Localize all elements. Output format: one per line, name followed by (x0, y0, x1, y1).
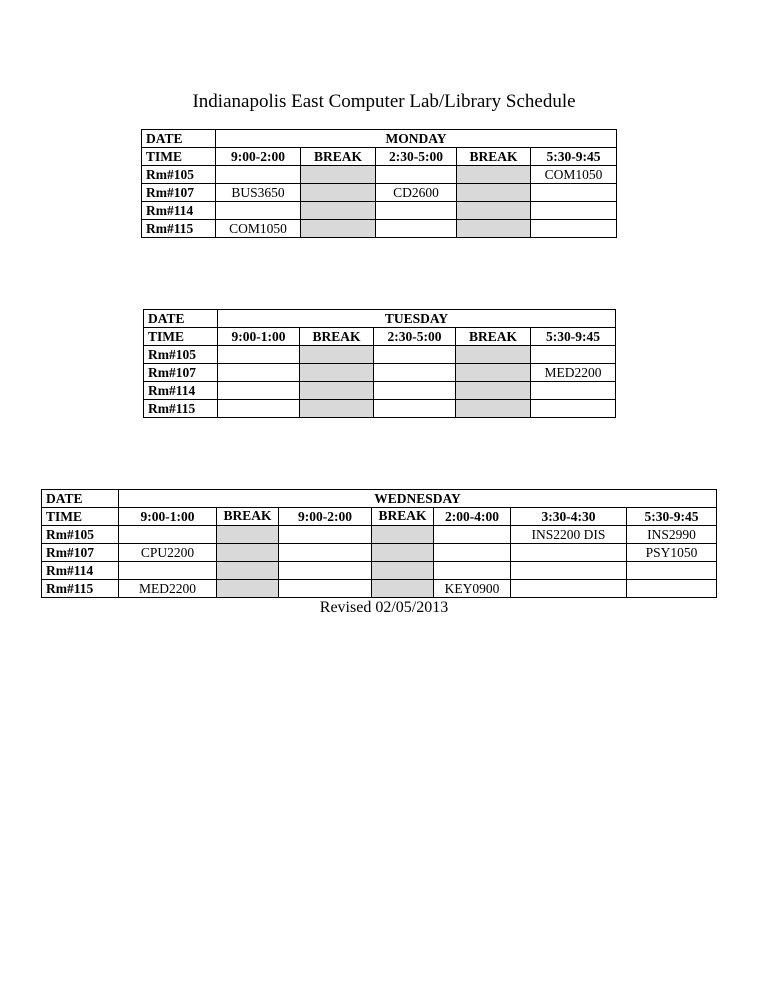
room-row (42, 562, 717, 580)
room-row (142, 184, 617, 202)
tuesday-schedule-table (143, 309, 616, 418)
break-cell (300, 364, 374, 382)
schedule-cell (279, 544, 372, 562)
schedule-cell (374, 400, 456, 418)
schedule-cell (531, 382, 616, 400)
time-row (144, 328, 616, 346)
break-cell (300, 346, 374, 364)
schedule-cell (531, 346, 616, 364)
room-row (144, 346, 616, 364)
break-header: BREAK (456, 328, 531, 346)
room-label: Rm#115 (42, 580, 119, 598)
date-label: DATE (144, 310, 218, 328)
schedule-cell: KEY0900 (434, 580, 511, 598)
break-cell (300, 400, 374, 418)
break-header: BREAK (300, 328, 374, 346)
break-cell (457, 184, 531, 202)
room-row (42, 580, 717, 598)
schedule-cell: CPU2200 (119, 544, 217, 562)
date-row (142, 130, 617, 148)
break-cell (301, 184, 376, 202)
schedule-cell (531, 202, 617, 220)
room-label: Rm#114 (142, 202, 216, 220)
time-slot-header: 2:30-5:00 (374, 328, 456, 346)
schedule-cell (511, 580, 627, 598)
room-label: Rm#115 (142, 220, 216, 238)
schedule-cell: INS2990 (627, 526, 717, 544)
room-row (144, 382, 616, 400)
break-cell (456, 364, 531, 382)
schedule-cell (374, 346, 456, 364)
break-cell (457, 202, 531, 220)
schedule-cell: MED2200 (531, 364, 616, 382)
break-cell (456, 382, 531, 400)
room-row (142, 202, 617, 220)
break-cell (301, 220, 376, 238)
schedule-cell (218, 364, 300, 382)
schedule-cell (627, 580, 717, 598)
time-label: TIME (142, 148, 216, 166)
schedule-cell (216, 166, 301, 184)
time-slot-header: 9:00-2:00 (216, 148, 301, 166)
room-row (42, 526, 717, 544)
schedule-cell (434, 526, 511, 544)
schedule-cell (511, 544, 627, 562)
time-slot-header: 2:00-4:00 (434, 508, 511, 526)
break-cell (217, 562, 279, 580)
break-header: BREAK (457, 148, 531, 166)
time-slot-header: 9:00-2:00 (279, 508, 372, 526)
time-slot-header: 9:00-1:00 (119, 508, 217, 526)
time-row (42, 508, 717, 526)
schedule-cell (279, 562, 372, 580)
time-label: TIME (144, 328, 218, 346)
monday-schedule-table (141, 129, 617, 238)
time-slot-header: 5:30-9:45 (531, 328, 616, 346)
schedule-cell (376, 202, 457, 220)
wednesday-schedule-table (41, 489, 717, 598)
schedule-cell (376, 166, 457, 184)
schedule-cell (376, 220, 457, 238)
room-label: Rm#114 (144, 382, 218, 400)
schedule-cell (627, 562, 717, 580)
room-label: Rm#115 (144, 400, 218, 418)
schedule-cell: BUS3650 (216, 184, 301, 202)
break-cell (217, 544, 279, 562)
room-label: Rm#107 (142, 184, 216, 202)
schedule-cell (434, 544, 511, 562)
schedule-cell (531, 184, 617, 202)
date-label: DATE (142, 130, 216, 148)
room-label: Rm#105 (144, 346, 218, 364)
schedule-cell (216, 202, 301, 220)
schedule-cell (218, 400, 300, 418)
break-cell (372, 580, 434, 598)
room-row (142, 166, 617, 184)
revision-date: Revised 02/05/2013 (319, 599, 449, 616)
day-heading: TUESDAY (218, 310, 616, 328)
break-cell (301, 166, 376, 184)
date-label: DATE (42, 490, 119, 508)
break-cell (217, 580, 279, 598)
break-cell (457, 220, 531, 238)
time-slot-header: 2:30-5:00 (376, 148, 457, 166)
room-row (144, 400, 616, 418)
break-cell (372, 526, 434, 544)
time-slot-header: 9:00-1:00 (218, 328, 300, 346)
break-cell (372, 562, 434, 580)
schedule-cell: CD2600 (376, 184, 457, 202)
break-cell (217, 526, 279, 544)
time-label: TIME (42, 508, 119, 526)
room-row (142, 220, 617, 238)
break-cell (456, 400, 531, 418)
break-cell (457, 166, 531, 184)
room-label: Rm#107 (42, 544, 119, 562)
day-heading: MONDAY (216, 130, 617, 148)
schedule-cell: COM1050 (216, 220, 301, 238)
time-slot-header: 5:30-9:45 (627, 508, 717, 526)
room-label: Rm#105 (42, 526, 119, 544)
schedule-cell (119, 526, 217, 544)
break-cell (456, 346, 531, 364)
document-title: Indianapolis East Computer Lab/Library Schedule (192, 91, 576, 112)
schedule-cell (218, 382, 300, 400)
room-label: Rm#114 (42, 562, 119, 580)
break-cell (372, 544, 434, 562)
day-heading: WEDNESDAY (119, 490, 717, 508)
schedule-cell (374, 382, 456, 400)
schedule-cell (531, 400, 616, 418)
schedule-cell: INS2200 DIS (511, 526, 627, 544)
room-row (42, 544, 717, 562)
date-row (144, 310, 616, 328)
break-header: BREAK (217, 508, 279, 526)
break-header: BREAK (372, 508, 434, 526)
room-label: Rm#105 (142, 166, 216, 184)
schedule-cell (218, 346, 300, 364)
schedule-cell (531, 220, 617, 238)
schedule-cell (374, 364, 456, 382)
time-slot-header: 3:30-4:30 (511, 508, 627, 526)
schedule-cell (119, 562, 217, 580)
schedule-cell (279, 580, 372, 598)
break-cell (301, 202, 376, 220)
break-header: BREAK (301, 148, 376, 166)
room-label: Rm#107 (144, 364, 218, 382)
schedule-cell (511, 562, 627, 580)
room-row (144, 364, 616, 382)
break-cell (300, 382, 374, 400)
time-row (142, 148, 617, 166)
schedule-cell (434, 562, 511, 580)
schedule-cell: MED2200 (119, 580, 217, 598)
schedule-cell (279, 526, 372, 544)
date-row (42, 490, 717, 508)
time-slot-header: 5:30-9:45 (531, 148, 617, 166)
schedule-cell: COM1050 (531, 166, 617, 184)
schedule-cell: PSY1050 (627, 544, 717, 562)
